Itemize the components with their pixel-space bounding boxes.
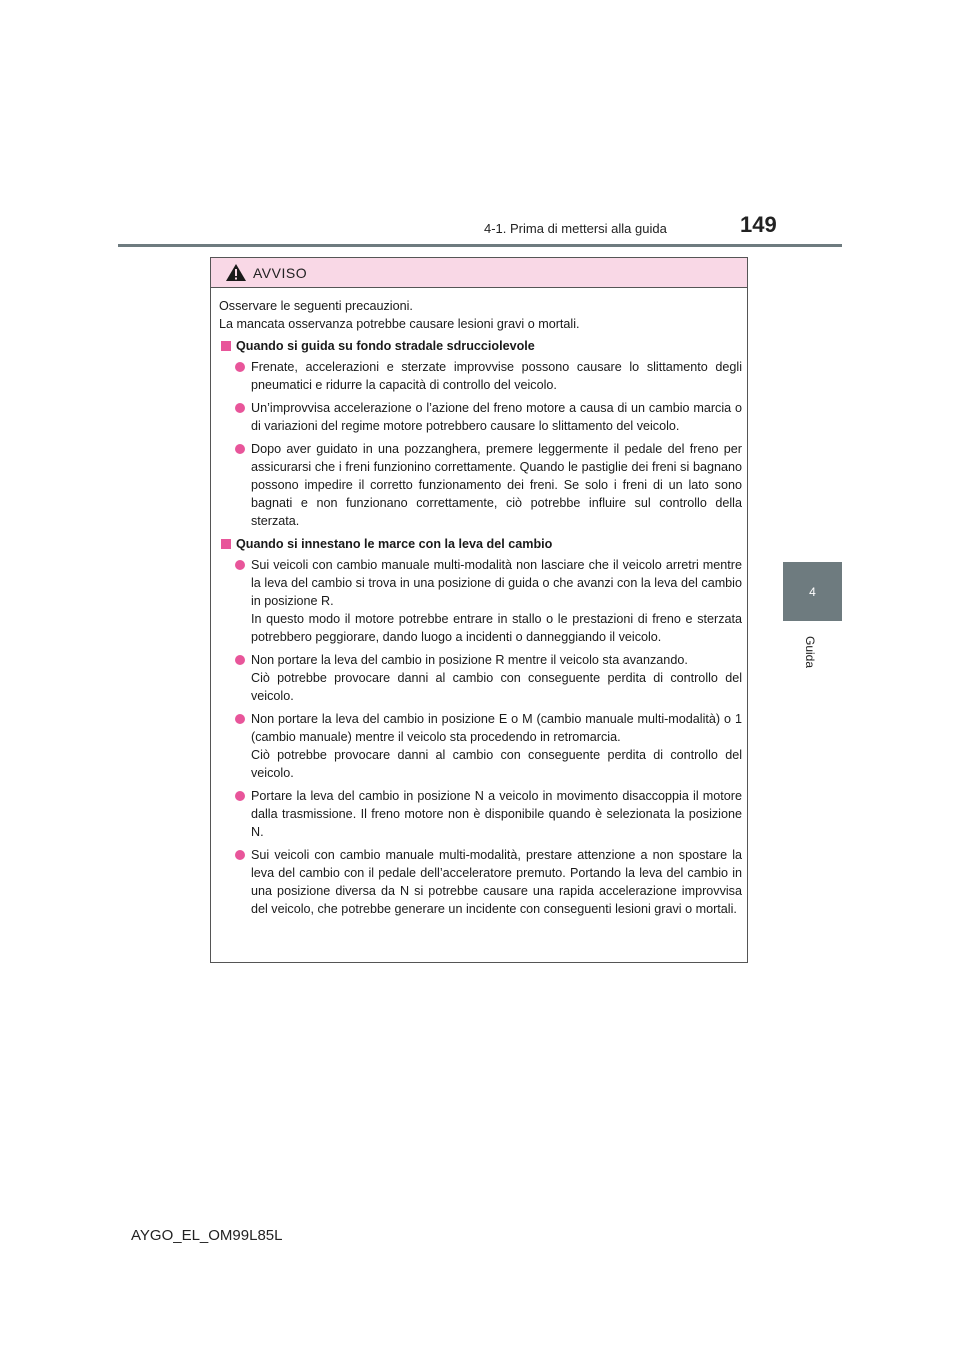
list-item — [219, 440, 742, 530]
section-heading — [219, 337, 742, 355]
square-bullet-icon — [221, 539, 231, 549]
circle-bullet-icon — [235, 655, 245, 665]
list-item — [219, 651, 742, 705]
warning-intro — [219, 297, 742, 333]
list-item-text: Non portare la leva del cambio in posizione E o M (cambio manuale multi-modalità) o 1 (cambio manuale) mentre il veicolo sta procedendo in retromarcia. — [251, 712, 742, 744]
list-item — [219, 787, 742, 841]
list-item-text: Dopo aver guidato in una pozzanghera, premere leggermente il pedale del freno per assicurarsi che i freni funzionino correttamente. Quando le pastiglie dei freni si bagnano possono impedire il corretto funzionamento dei freni. Se solo i freni di un lato sono bagnati e non funzionano correttamente, ciò potrebbe influire sul controllo della sterzata. — [251, 442, 742, 528]
list-item — [219, 399, 742, 435]
list-item-text: Ciò potrebbe provocare danni al cambio con conseguente perdita di controllo del veicolo. — [251, 671, 742, 703]
document-code: AYGO_EL_OM99L85L — [131, 1227, 283, 1244]
list-item-text: Un’improvvisa accelerazione o l’azione del freno motore a causa di un cambio marcia o di variazioni del regime motore potrebbero causare lo slittamento del veicolo. — [251, 401, 742, 433]
section-heading-text: Quando si guida su fondo stradale sdrucciolevole — [236, 339, 535, 353]
circle-bullet-icon — [235, 444, 245, 454]
circle-bullet-icon — [235, 714, 245, 724]
chapter-label: Guida — [803, 635, 817, 669]
list-item-text: Sui veicoli con cambio manuale multi-modalità, prestare attenzione a non spostare la leva del cambio con il pedale dell’acceleratore premuto. Portando la leva del cambio in una posizione diversa da N si potrebbe causare una rapida accelerazione improvvisa del veicolo, che potrebbe generare un incidente con conseguenti lesioni gravi o mortali. — [251, 848, 742, 916]
list-item — [219, 846, 742, 918]
chapter-tab[interactable] — [783, 562, 842, 621]
warning-triangle-icon — [225, 263, 247, 282]
circle-bullet-icon — [235, 791, 245, 801]
list-item-text: Portare la leva del cambio in posizione N a veicolo in movimento disaccoppia il motore dalla trasmissione. Il freno motore non è disponibile quando è selezionata la posizione N. — [251, 789, 742, 839]
chapter-number: 4 — [809, 584, 816, 599]
section-heading — [219, 535, 742, 553]
circle-bullet-icon — [235, 850, 245, 860]
circle-bullet-icon — [235, 560, 245, 570]
page-number: 149 — [740, 212, 777, 237]
list-item-text: Non portare la leva del cambio in posizione R mentre il veicolo sta avanzando. — [251, 653, 688, 667]
circle-bullet-icon — [235, 362, 245, 372]
warning-header — [211, 258, 747, 288]
list-item — [219, 556, 742, 646]
list-item — [219, 710, 742, 782]
header-divider — [118, 244, 842, 247]
circle-bullet-icon — [235, 403, 245, 413]
warning-body — [211, 288, 747, 918]
list-item — [219, 358, 742, 394]
intro-line: Osservare le seguenti precauzioni. — [219, 299, 413, 313]
warning-title: AVVISO — [253, 264, 308, 281]
list-item-text: Ciò potrebbe provocare danni al cambio con conseguente perdita di controllo del veicolo. — [251, 748, 742, 780]
warning-box — [210, 257, 748, 963]
list-item-text: Frenate, accelerazioni e sterzate improvvise possono causare lo slittamento degli pneumatici e ridurre la capacità di controllo del veicolo. — [251, 360, 742, 392]
list-item-text: In questo modo il motore potrebbe entrare in stallo o le prestazioni di freno e sterzata potrebbero peggiorare, dando luogo a incidenti o danneggiando il veicolo. — [251, 612, 742, 644]
intro-line: La mancata osservanza potrebbe causare lesioni gravi o mortali. — [219, 317, 580, 331]
section-heading-text: Quando si innestano le marce con la leva del cambio — [236, 537, 553, 551]
section-title: 4-1. Prima di mettersi alla guida — [484, 221, 667, 236]
square-bullet-icon — [221, 341, 231, 351]
list-item-text: Sui veicoli con cambio manuale multi-modalità non lasciare che il veicolo arretri mentre la leva del cambio si trova in una posizione di guida o che avanzi con la leva del cambio in posizione R. — [251, 558, 742, 608]
